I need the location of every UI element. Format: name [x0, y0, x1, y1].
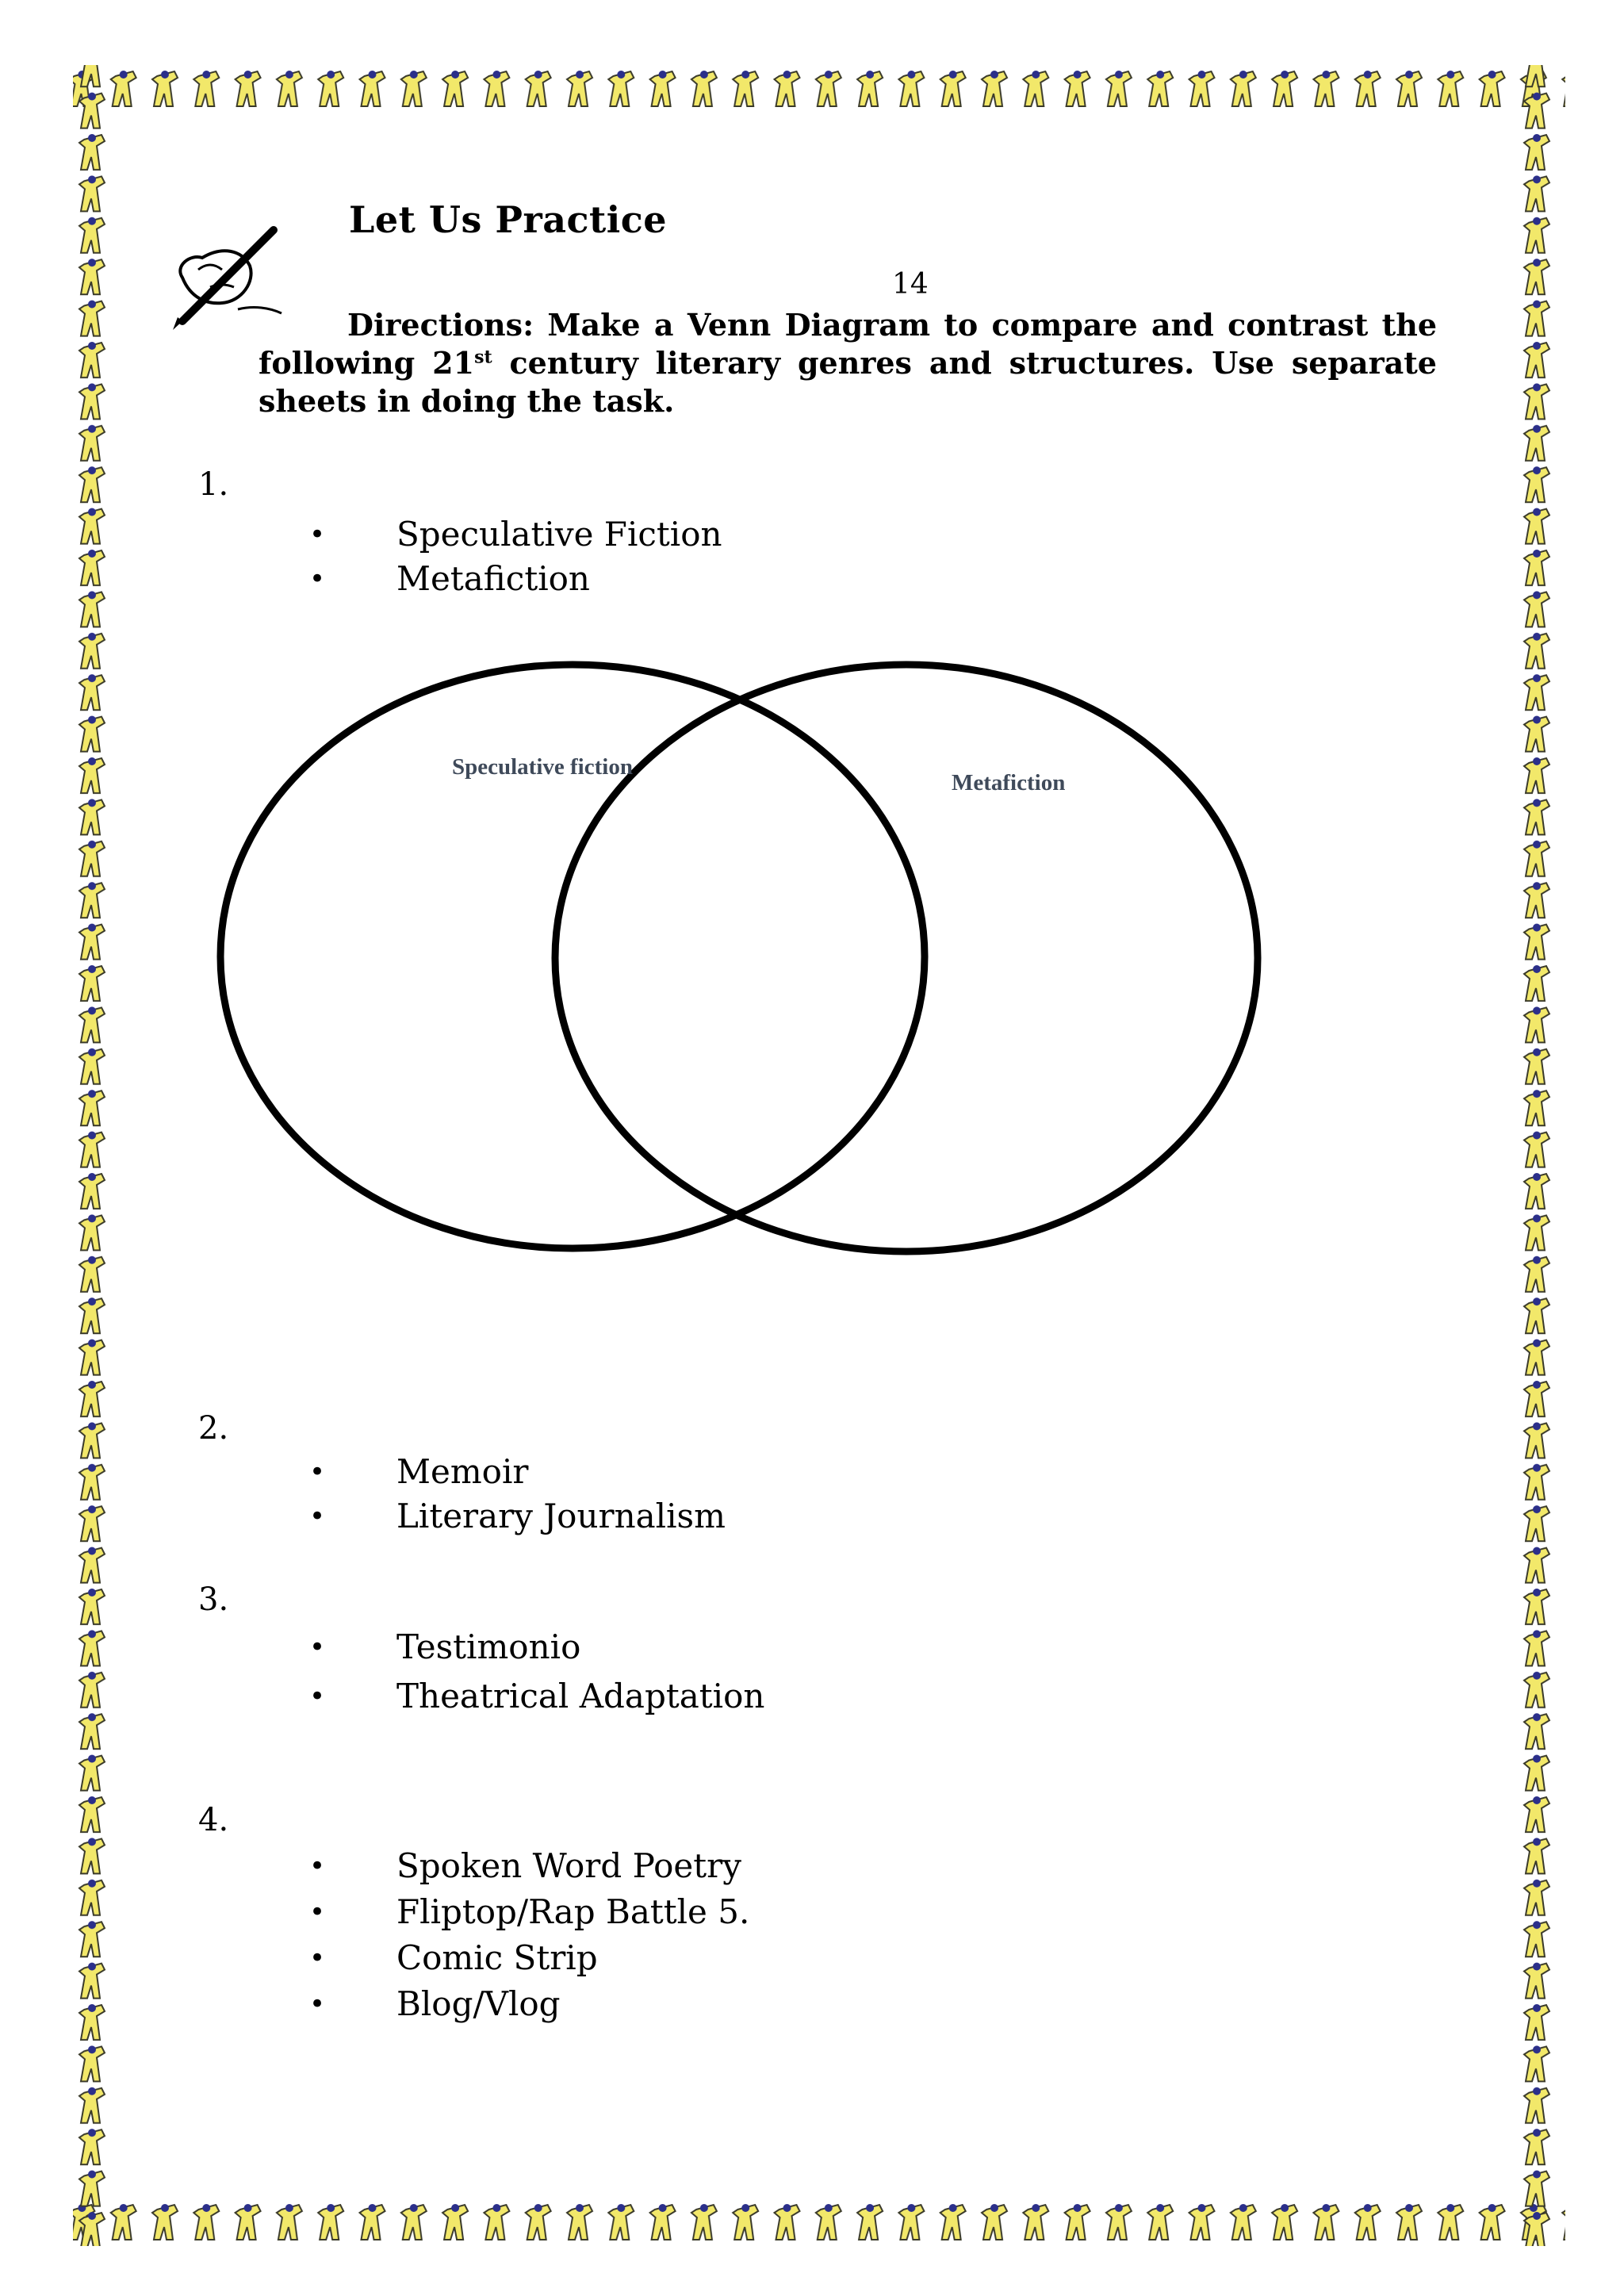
item-4-bullets — [301, 1843, 749, 2027]
list-item — [301, 1672, 764, 1721]
directions-sup: st — [474, 347, 492, 368]
item-1-bullets — [301, 512, 722, 601]
item-number-1: 1. — [198, 466, 229, 503]
item-number-4: 4. — [198, 1802, 229, 1838]
list-item — [301, 1935, 749, 1981]
bullet-text: Speculative Fiction — [396, 515, 722, 554]
section-title: Let Us Practice — [349, 198, 668, 241]
list-item — [301, 1981, 749, 2027]
bullet-dot: • — [309, 1850, 326, 1882]
item-number-3: 3. — [198, 1581, 229, 1618]
bullet-text: Testimonio — [396, 1627, 581, 1666]
bullet-dot: • — [309, 1896, 326, 1928]
directions-paragraph — [259, 306, 1437, 420]
bullet-dot: • — [309, 1456, 326, 1488]
bullet-text: Spoken Word Poetry — [396, 1846, 741, 1885]
bullet-text: Metafiction — [396, 559, 590, 598]
list-item — [301, 1494, 726, 1539]
list-item — [301, 1889, 749, 1935]
directions-text-1: Make a Venn Diagram to compare and contrast the following 21 — [259, 307, 1437, 381]
venn-right-circle — [555, 665, 1258, 1251]
list-item — [301, 557, 722, 601]
directions-label: Directions: — [347, 307, 534, 343]
bullet-dot: • — [309, 1681, 326, 1712]
list-item — [301, 512, 722, 557]
venn-left-circle — [220, 665, 925, 1248]
list-item — [301, 1623, 764, 1672]
bullet-text: Comic Strip — [396, 1938, 598, 1977]
venn-right-label: Metafiction — [952, 770, 1066, 795]
bullet-dot: • — [309, 1501, 326, 1532]
bullet-text: Blog/Vlog — [396, 1984, 561, 2023]
list-item — [301, 1843, 749, 1889]
bullet-text: Theatrical Adaptation — [396, 1677, 765, 1715]
venn-diagram — [198, 642, 1308, 1293]
venn-left-label: Speculative fiction — [452, 754, 633, 780]
item-number-2: 2. — [198, 1410, 229, 1447]
bullet-dot: • — [309, 1631, 326, 1663]
bottom-border-figures — [73, 2198, 1565, 2246]
right-border-figures — [1518, 65, 1565, 2246]
left-border-figures — [73, 65, 121, 2246]
list-item — [301, 1450, 726, 1494]
bullet-dot: • — [309, 1988, 326, 2020]
page-number: 14 — [892, 268, 929, 301]
item-2-bullets — [301, 1450, 726, 1539]
bullet-dot: • — [309, 563, 326, 595]
item-3-bullets — [301, 1623, 764, 1721]
top-border-figures — [73, 65, 1565, 113]
bullet-text: Memoir — [396, 1452, 529, 1491]
bullet-dot: • — [309, 519, 326, 550]
bullet-text: Literary Journalism — [396, 1497, 726, 1535]
directions-text-2: century literary genres and structures. Use separate sheets in doing the task. — [259, 345, 1437, 419]
bullet-text: Fliptop/Rap Battle 5. — [396, 1892, 750, 1931]
bullet-dot: • — [309, 1942, 326, 1974]
